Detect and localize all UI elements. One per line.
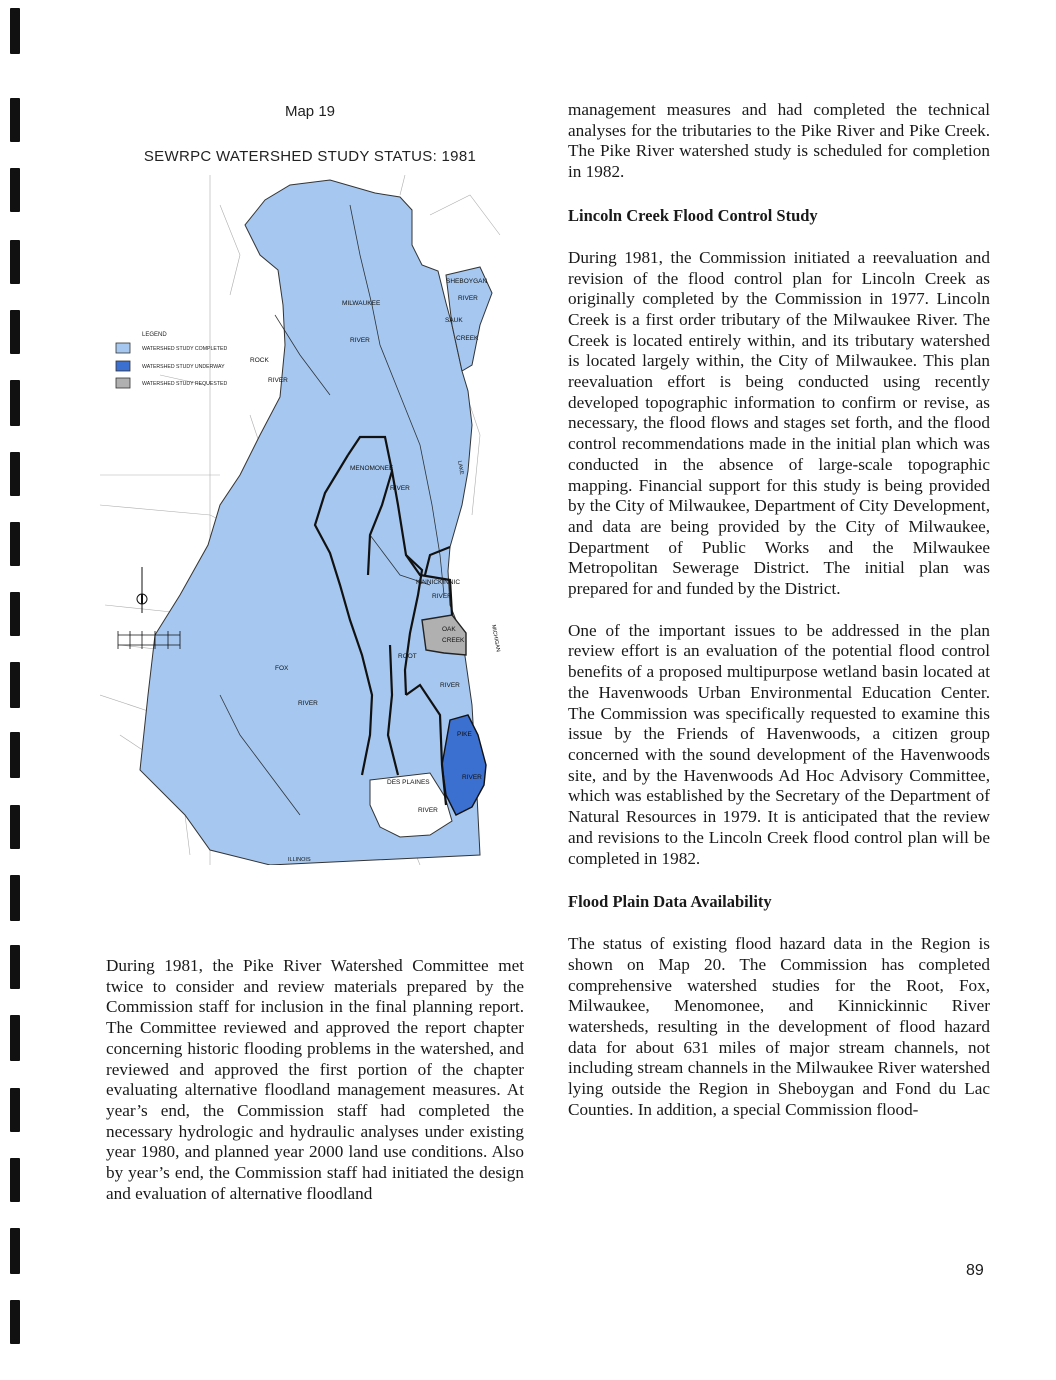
right-paragraph-4: The status of existing flood hazard data in the Region is shown on Map 20. The Commission has completed comprehensive watershed studies for the Root, Fox, Milwaukee, Menomonee, and Kinnickinnic River watersheds, resulting in the development of flood hazard data for about 631 miles of major stream channels, not including stream channels in the Milwaukee River watershed lying outside the Region in Sheboygan and Fond du Lac Counties. In addition, a special Commission flood- [568, 934, 990, 1119]
heading-flood-plain-data: Flood Plain Data Availability [568, 892, 772, 912]
legend-requested: WATERSHED STUDY REQUESTED [142, 381, 228, 387]
legend-completed: WATERSHED STUDY COMPLETED [142, 346, 228, 352]
completed-watershed-area [140, 180, 480, 865]
underway-watershed-area [442, 715, 486, 815]
label-des-plaines: DES PLAINES [387, 779, 430, 786]
legend-underway: WATERSHED STUDY UNDERWAY [142, 364, 225, 370]
label-illinois: ILLINOIS [288, 857, 311, 863]
left-column [106, 956, 524, 1204]
legend-swatch-underway [116, 361, 130, 371]
label-fox-river: RIVER [298, 700, 318, 707]
legend-swatch-completed [116, 343, 130, 353]
map-number: Map 19 [284, 103, 336, 120]
label-oak-creek: CREEK [442, 637, 465, 644]
label-root-river: RIVER [440, 682, 460, 689]
map-title: SEWRPC WATERSHED STUDY STATUS: 1981 [143, 148, 477, 165]
right-paragraph-3: One of the important issues to be addressed in the plan review effort is an evaluation of the potential flood control benefits of a proposed multipurpose wetland basin located at the Havenwoods Urban Environmental Education Center. The Commission was specifically requested to examine this issue by the Friends of Havenwoods, a citizen group concerned with the sound development of the Havenwoods site, and by the Havenwoods Ad Hoc Advisory Committee, which was established by the Secretary of the Department of Natural Resources in 1979. It is anticipated that the review and revisions to the Lincoln Creek flood control plan will be completed in 1982. [568, 620, 990, 868]
left-paragraph-1: During 1981, the Pike River Watershed Committee met twice to consider and review materials prepared by the Commission staff for inclusion in the final planning report. The Committee reviewed and approved the report chapter concerning historic flooding problems in the watershed, and reviewed and approved the first portion of the chapter evaluating alternative floodland management measures. At year’s end, the Commission staff had completed the necessary hydrologic and hydraulic analyses under existing year 1980, and planned year 2000 land use conditions. Also by year’s end, the Commission staff had initiated the design and evaluation of alternative floodland [106, 956, 524, 1203]
label-pike-river: RIVER [462, 774, 482, 781]
label-menomonee-river: RIVER [390, 485, 410, 492]
page-number: 89 [966, 1262, 984, 1279]
right-column [568, 100, 990, 1121]
right-paragraph-1: management measures and had completed the technical analyses for the tributaries to the Pike River and Pike Creek. The Pike River watershed study is scheduled for completion in 1982. [568, 100, 990, 182]
legend-swatch-requested [116, 378, 130, 388]
legend [116, 332, 227, 388]
label-menomonee: MENOMONEE [350, 465, 394, 472]
label-kinnickinnic-river: RIVER [432, 593, 452, 600]
label-des-plaines-river: RIVER [418, 807, 438, 814]
label-pike: PIKE [457, 731, 472, 738]
label-root: ROOT [398, 653, 417, 660]
requested-watershed-area [422, 615, 466, 655]
label-sauk: SAUK [445, 317, 463, 324]
label-kinnickinnic: KINNICKINNIC [416, 579, 461, 586]
right-paragraph-2: During 1981, the Commission initiated a reevaluation and revision of the flood control plan for Lincoln Creek as originally completed by the Commission in 1977. Lincoln Creek is a first order tributary of the Milwaukee River. The Creek is located entirely within, and its tributary watershed is located largely within, the City of Milwaukee. This plan reevaluation effort is being conducted using recently developed topographic information to confirm or revise, as necessary, the flood flows and stages set forth, and the flood control recommendations made in the initial plan which was conducted in the absence of large-scale topographic mapping. Financial support for this study is being provided by the City of Milwaukee, Department of City Development, and data are being provided by the City of Milwaukee, Department of Public Works and the Milwaukee Metropolitan Sewerage District. The initial plan was prepared for and funded by the District. [568, 247, 990, 599]
legend-heading: LEGEND [142, 332, 167, 338]
label-sheboygan: SHEBOYGAN [446, 278, 488, 285]
label-oak: OAK [442, 626, 456, 633]
label-milwaukee-river: RIVER [350, 337, 370, 344]
heading-lincoln-creek: Lincoln Creek Flood Control Study [568, 205, 818, 225]
binding-marks [10, 0, 22, 1380]
label-fox: FOX [275, 665, 289, 672]
label-sheboygan-river: RIVER [458, 295, 478, 302]
label-rock-river: RIVER [268, 377, 288, 384]
label-michigan: MICHIGAN [490, 624, 501, 653]
watershed-map [100, 175, 520, 865]
label-milwaukee: MILWAUKEE [342, 300, 381, 307]
label-sauk-creek: CREEK [456, 335, 479, 342]
north-arrow-icon [137, 567, 147, 613]
label-lake: LAKE [456, 460, 465, 476]
label-rock: ROCK [250, 357, 269, 364]
